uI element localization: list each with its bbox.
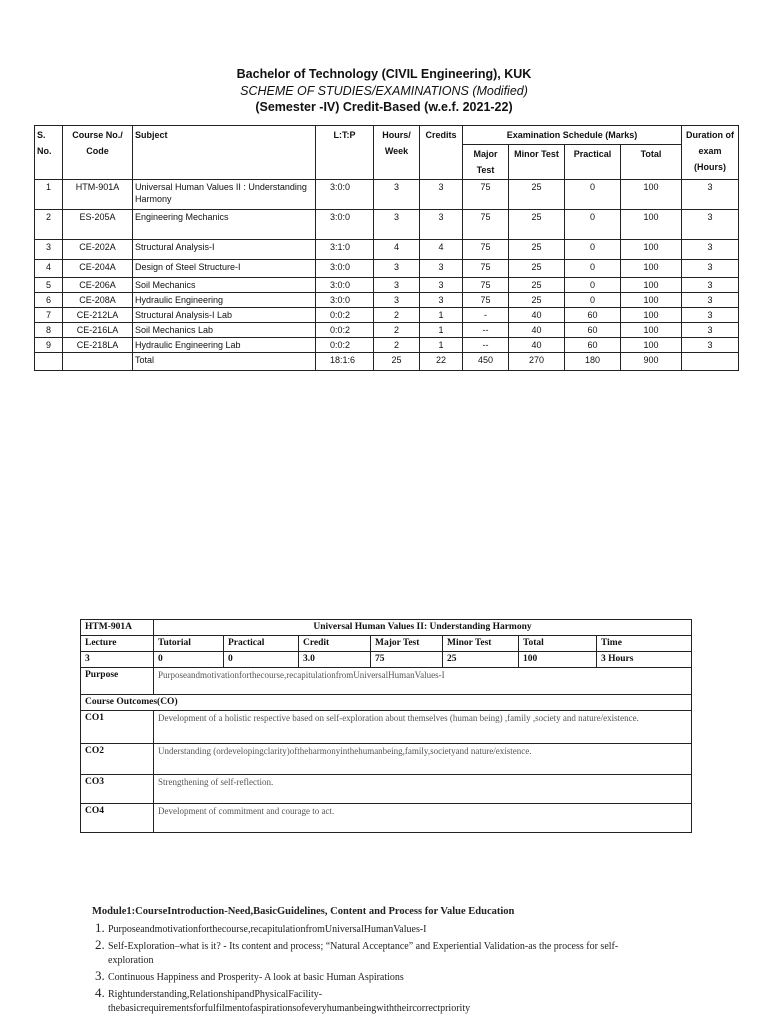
value-major-test: 75: [371, 652, 443, 668]
header-duration: Duration of exam (Hours): [682, 126, 739, 180]
cell-sno: 9: [35, 338, 63, 353]
header-sno: S. No.: [35, 126, 63, 180]
cell-total: 100: [621, 308, 682, 323]
cell-sno: 2: [35, 210, 63, 240]
cell-duration: 3: [682, 338, 739, 353]
co2-label: CO2: [81, 744, 154, 775]
table-row: [35, 308, 739, 323]
label-credit: Credit: [299, 636, 371, 652]
header-ltp: L:T:P: [316, 126, 374, 180]
cell-minor: 25: [509, 180, 565, 210]
cell-practical: 60: [565, 338, 621, 353]
cell-major: --: [463, 338, 509, 353]
cell-sno: 3: [35, 240, 63, 260]
cell-minor: 25: [509, 210, 565, 240]
cell-hours: 2: [374, 323, 420, 338]
cell-total: 100: [621, 338, 682, 353]
co1-text: Development of a holistic respective based on self-exploration about themselves (human being) ,family ,society and nature/existence.: [154, 711, 692, 744]
cell-duration: 3: [682, 210, 739, 240]
co4-text: Development of commitment and courage to act.: [154, 804, 692, 833]
total-cell-empty: [682, 353, 739, 371]
table-row: [35, 338, 739, 353]
cell-credits: 1: [420, 338, 463, 353]
cell-credits: 3: [420, 278, 463, 293]
header-code: Course No./ Code: [63, 126, 133, 180]
course-title: Universal Human Values II: Understanding Harmony: [154, 620, 692, 636]
header-credits: Credits: [420, 126, 463, 180]
document-header: [0, 66, 768, 116]
total-cell-total: 900: [621, 353, 682, 371]
cell-subject: Design of Steel Structure-I: [133, 260, 316, 278]
cell-practical: 0: [565, 180, 621, 210]
header-minor: Minor Test: [509, 145, 565, 180]
cell-major: --: [463, 323, 509, 338]
cell-total: 100: [621, 240, 682, 260]
course-detail-table: [80, 619, 692, 833]
cell-code: ES-205A: [63, 210, 133, 240]
cell-duration: 3: [682, 240, 739, 260]
cell-total: 100: [621, 260, 682, 278]
table-row: [35, 293, 739, 308]
co3-label: CO3: [81, 775, 154, 804]
cell-minor: 40: [509, 308, 565, 323]
total-cell-hours: 25: [374, 353, 420, 371]
purpose-text: Purposeandmotivationforthecourse,recapitulationfromUniversalHumanValues-I: [154, 668, 692, 695]
cell-total: 100: [621, 278, 682, 293]
table-row: [35, 260, 739, 278]
cell-ltp: 3:0:0: [316, 278, 374, 293]
cell-ltp: 0:0:2: [316, 323, 374, 338]
cell-major: 75: [463, 240, 509, 260]
cell-code: HTM-901A: [63, 180, 133, 210]
value-tutorial: 0: [154, 652, 224, 668]
module-title: Module1:CourseIntroduction-Need,BasicGuidelines, Content and Process for Value Education: [92, 906, 515, 917]
cell-major: 75: [463, 180, 509, 210]
cell-total: 100: [621, 323, 682, 338]
cell-ltp: 3:0:0: [316, 180, 374, 210]
cell-ltp: 3:1:0: [316, 240, 374, 260]
cell-hours: 4: [374, 240, 420, 260]
header-subject: Subject: [133, 126, 316, 180]
total-row: [35, 353, 739, 371]
header-exam-schedule: Examination Schedule (Marks): [463, 126, 682, 145]
cell-duration: 3: [682, 323, 739, 338]
cell-duration: 3: [682, 293, 739, 308]
cell-subject: Hydraulic Engineering Lab: [133, 338, 316, 353]
cell-total: 100: [621, 210, 682, 240]
cell-minor: 25: [509, 240, 565, 260]
cell-credits: 1: [420, 308, 463, 323]
cell-code: CE-212LA: [63, 308, 133, 323]
cell-total: 100: [621, 180, 682, 210]
cell-sno: 5: [35, 278, 63, 293]
co1-label: CO1: [81, 711, 154, 744]
outcomes-label: Course Outcomes(CO): [81, 695, 692, 711]
semester-title: (Semester -IV) Credit-Based (w.e.f. 2021-22): [255, 100, 513, 114]
co3-text: Strengthening of self-reflection.: [154, 775, 692, 804]
table-row: [35, 323, 739, 338]
header-hours: Hours/ Week: [374, 126, 420, 180]
cell-hours: 2: [374, 308, 420, 323]
course-code: HTM-901A: [81, 620, 154, 636]
cell-credits: 3: [420, 293, 463, 308]
cell-practical: 0: [565, 210, 621, 240]
total-cell-major: 450: [463, 353, 509, 371]
co4-label: CO4: [81, 804, 154, 833]
header-practical: Practical: [565, 145, 621, 180]
label-practical: Practical: [224, 636, 299, 652]
table-row: [35, 180, 739, 210]
header-total: Total: [621, 145, 682, 180]
cell-subject: Structural Analysis-I Lab: [133, 308, 316, 323]
cell-subject: Hydraulic Engineering: [133, 293, 316, 308]
label-tutorial: Tutorial: [154, 636, 224, 652]
module-topic: 2. Self-Exploration–what is it? - Its content and process; “Natural Acceptance” and Experiential Validation-as the process for self-exploration: [108, 938, 632, 968]
cell-credits: 3: [420, 210, 463, 240]
module-topic: 3. Continuous Happiness and Prosperity- A look at basic Human Aspirations: [108, 969, 632, 985]
total-cell-practical: 180: [565, 353, 621, 371]
cell-ltp: 0:0:2: [316, 338, 374, 353]
table-row: [35, 210, 739, 240]
cell-credits: 3: [420, 180, 463, 210]
cell-sno: 8: [35, 323, 63, 338]
total-cell-credits: 22: [420, 353, 463, 371]
cell-major: 75: [463, 278, 509, 293]
cell-practical: 60: [565, 308, 621, 323]
total-cell-minor: 270: [509, 353, 565, 371]
value-credit: 3.0: [299, 652, 371, 668]
cell-code: CE-218LA: [63, 338, 133, 353]
cell-subject: Soil Mechanics: [133, 278, 316, 293]
label-major-test: Major Test: [371, 636, 443, 652]
cell-hours: 3: [374, 278, 420, 293]
cell-duration: 3: [682, 260, 739, 278]
cell-hours: 3: [374, 210, 420, 240]
cell-duration: 3: [682, 180, 739, 210]
cell-ltp: 3:0:0: [316, 293, 374, 308]
cell-minor: 40: [509, 338, 565, 353]
cell-minor: 25: [509, 278, 565, 293]
label-total: Total: [519, 636, 597, 652]
cell-subject: Soil Mechanics Lab: [133, 323, 316, 338]
cell-code: CE-206A: [63, 278, 133, 293]
cell-ltp: 3:0:0: [316, 260, 374, 278]
cell-minor: 40: [509, 323, 565, 338]
cell-code: CE-216LA: [63, 323, 133, 338]
cell-sno: 7: [35, 308, 63, 323]
value-total: 100: [519, 652, 597, 668]
cell-practical: 0: [565, 240, 621, 260]
module-topic: 1. Purposeandmotivationforthecourse,recapitulationfromUniversalHumanValues-I: [108, 921, 632, 937]
total-cell-empty: [63, 353, 133, 371]
module-section: [92, 906, 632, 1017]
cell-duration: 3: [682, 308, 739, 323]
cell-hours: 3: [374, 180, 420, 210]
cell-minor: 25: [509, 260, 565, 278]
total-cell-ltp: 18:1:6: [316, 353, 374, 371]
cell-hours: 2: [374, 338, 420, 353]
value-practical: 0: [224, 652, 299, 668]
table-row: [35, 240, 739, 260]
header-major: Major Test: [463, 145, 509, 180]
cell-major: 75: [463, 293, 509, 308]
cell-major: 75: [463, 210, 509, 240]
total-cell-label: Total: [133, 353, 316, 371]
cell-sno: 6: [35, 293, 63, 308]
cell-credits: 1: [420, 323, 463, 338]
cell-total: 100: [621, 293, 682, 308]
cell-ltp: 0:0:2: [316, 308, 374, 323]
cell-subject: Universal Human Values II : Understanding Harmony: [133, 180, 316, 210]
cell-sno: 1: [35, 180, 63, 210]
purpose-label: Purpose: [81, 668, 154, 695]
cell-subject: Structural Analysis-I: [133, 240, 316, 260]
cell-sno: 4: [35, 260, 63, 278]
program-title: Bachelor of Technology (CIVIL Engineering), KUK: [236, 67, 532, 81]
cell-hours: 3: [374, 293, 420, 308]
cell-hours: 3: [374, 260, 420, 278]
cell-code: CE-204A: [63, 260, 133, 278]
cell-code: CE-208A: [63, 293, 133, 308]
label-lecture: Lecture: [81, 636, 154, 652]
module-topic-list: [92, 921, 632, 1016]
cell-minor: 25: [509, 293, 565, 308]
total-cell-empty: [35, 353, 63, 371]
scheme-table: [34, 125, 739, 371]
cell-major: -: [463, 308, 509, 323]
cell-practical: 0: [565, 260, 621, 278]
cell-duration: 3: [682, 278, 739, 293]
value-time: 3 Hours: [597, 652, 692, 668]
cell-subject: Engineering Mechanics: [133, 210, 316, 240]
cell-ltp: 3:0:0: [316, 210, 374, 240]
cell-major: 75: [463, 260, 509, 278]
value-lecture: 3: [81, 652, 154, 668]
label-time: Time: [597, 636, 692, 652]
cell-credits: 4: [420, 240, 463, 260]
module-topic: 4. Rightunderstanding,RelationshipandPhysicalFacility- thebasicrequirementsforfulfilmentofaspirationsofeveryhumanbeingwiththeircorrectpriority: [108, 986, 632, 1016]
table-row: [35, 278, 739, 293]
cell-code: CE-202A: [63, 240, 133, 260]
cell-practical: 0: [565, 293, 621, 308]
cell-practical: 60: [565, 323, 621, 338]
cell-practical: 0: [565, 278, 621, 293]
scheme-body: [35, 180, 739, 371]
cell-credits: 3: [420, 260, 463, 278]
co2-text: Understanding (ordevelopingclarity)oftheharmonyinthehumanbeing,family,societyand nature/existence.: [154, 744, 692, 775]
scheme-title: SCHEME OF STUDIES/EXAMINATIONS (Modified): [240, 84, 528, 98]
value-minor-test: 25: [443, 652, 519, 668]
label-minor-test: Minor Test: [443, 636, 519, 652]
